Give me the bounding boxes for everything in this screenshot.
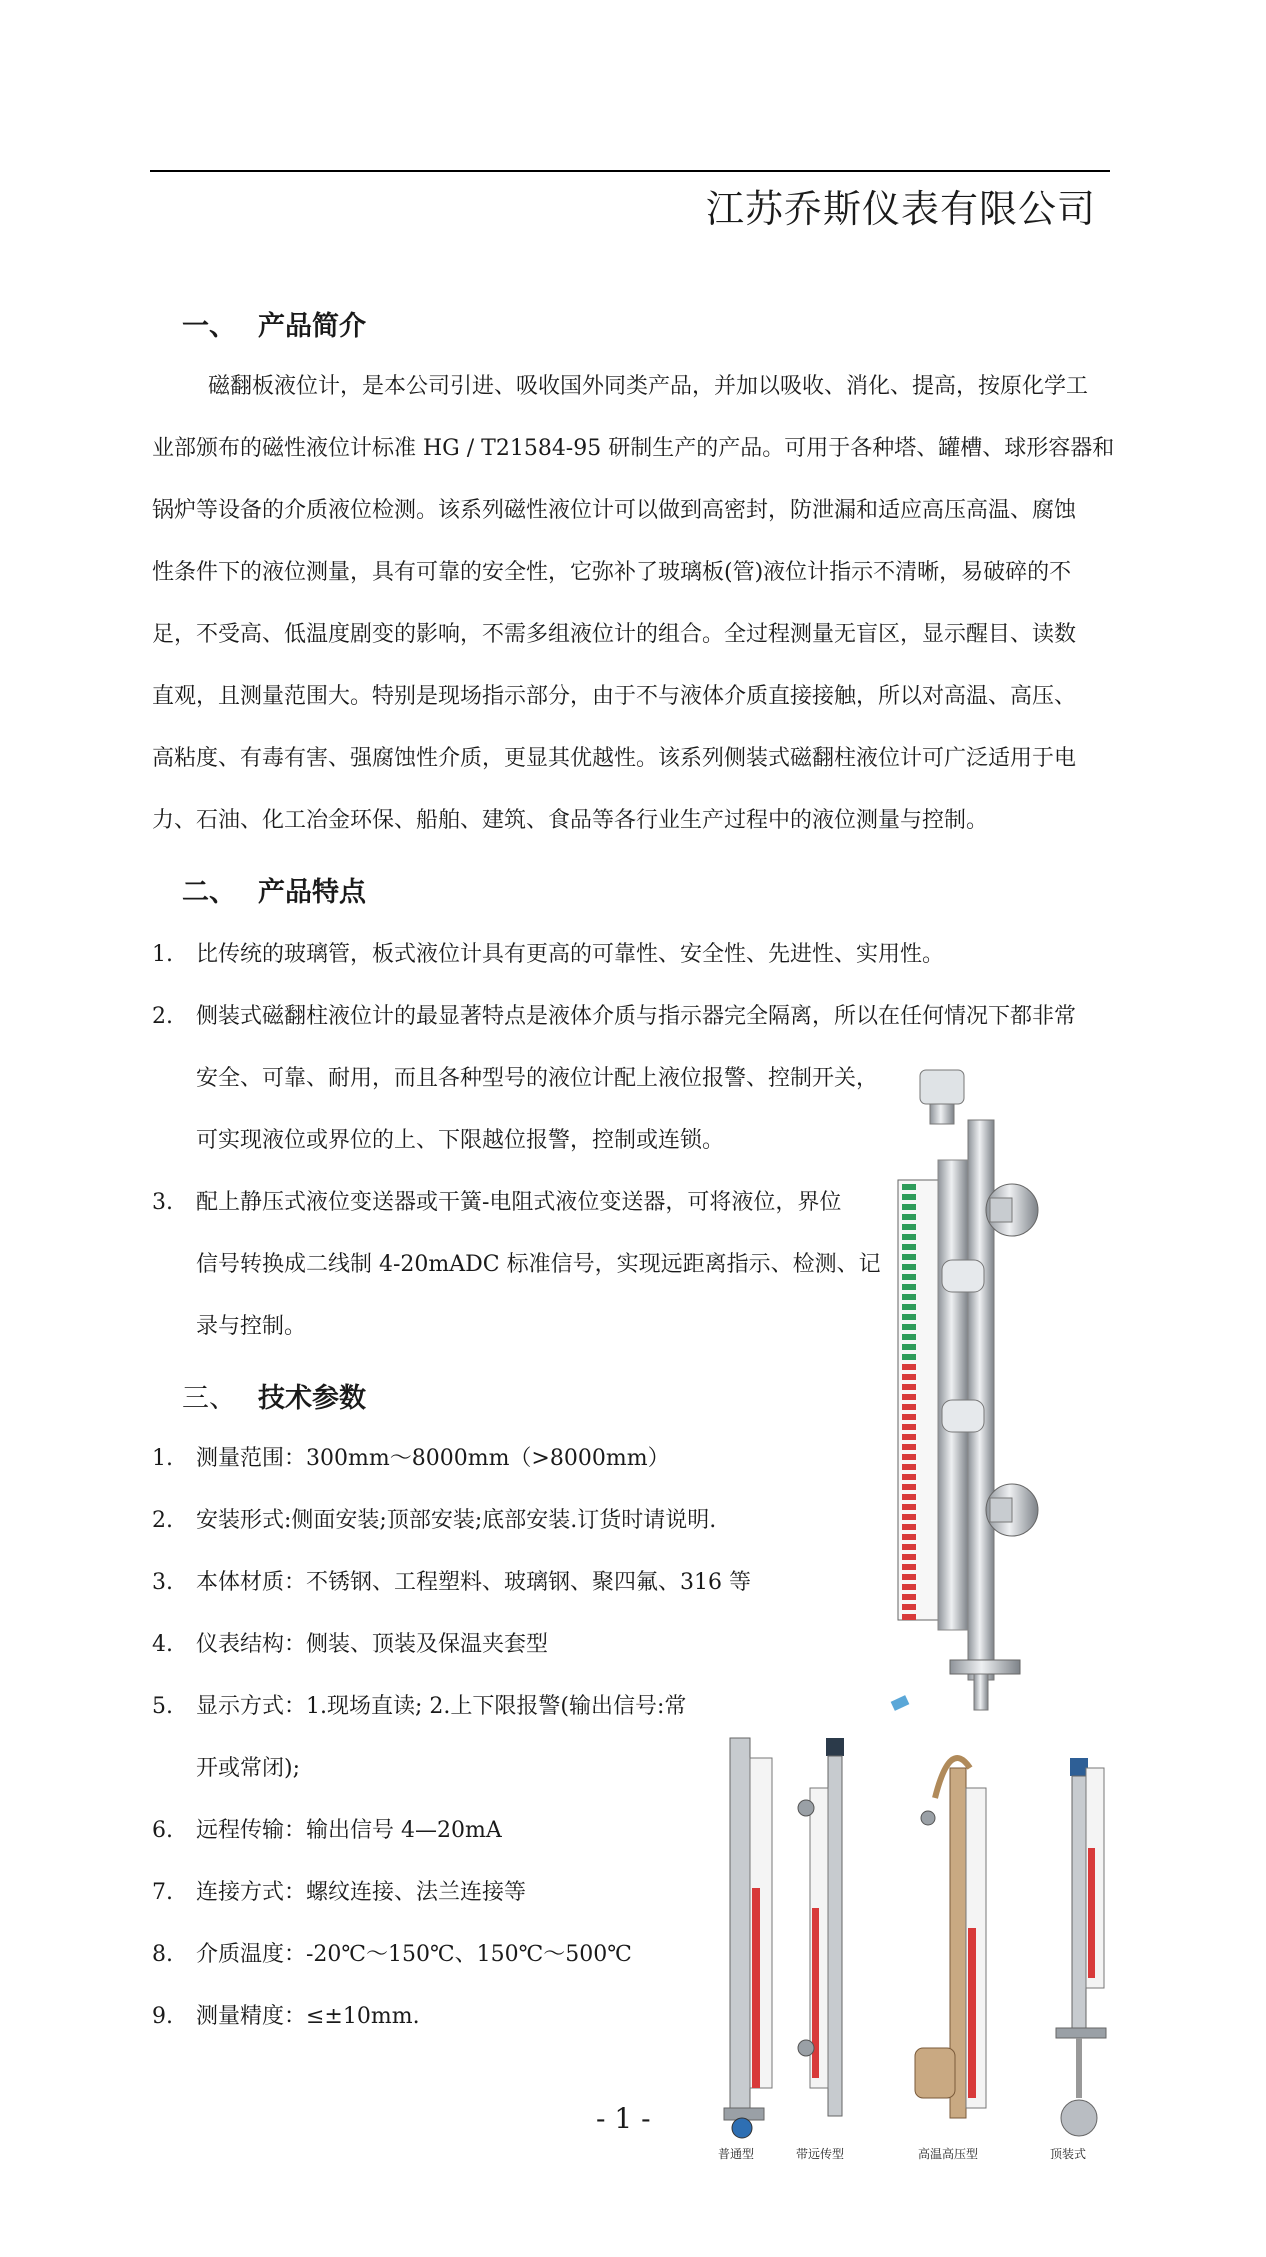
param-text: 本体材质：不锈钢、工程塑料、玻璃钢、聚四氟、316 等	[196, 1570, 751, 1595]
intro-line: 业部颁布的磁性液位计标准 HG / T21584-95 研制生产的产品。可用于各种塔、罐槽、球形容器和	[152, 436, 1115, 461]
scale-flap	[902, 1324, 916, 1330]
param-text: 显示方式：1.现场直读; 2.上下限报警(输出信号:常	[196, 1694, 687, 1719]
company-name: 江苏乔斯仪表有限公司	[705, 187, 1096, 231]
param-number: 2.	[152, 1508, 173, 1533]
variant-label: 顶装式	[1050, 2147, 1087, 2161]
section-number: 三、	[182, 1383, 236, 1414]
feature-text-cont: 录与控制。	[196, 1314, 307, 1339]
param-text-cont: 开或常闭);	[196, 1756, 300, 1781]
section-title-intro	[182, 304, 366, 343]
param-number: 5.	[152, 1694, 173, 1719]
variant-label: 普通型	[718, 2147, 755, 2161]
feature-text: 配上静压式液位变送器或干簧-电阻式液位变送器，可将液位，界位	[196, 1190, 842, 1215]
scale-flap	[902, 1264, 916, 1270]
limit-switch-box	[942, 1400, 984, 1432]
intro-line: 力、石油、化工冶金环保、船舶、建筑、食品等各行业生产过程中的液位测量与控制。	[152, 808, 989, 833]
header-rule	[150, 170, 1110, 172]
feature-text: 比传统的玻璃管，板式液位计具有更高的可靠性、安全性、先进性、实用性。	[196, 942, 945, 967]
scale-flap	[902, 1494, 916, 1500]
scale-flap	[902, 1204, 916, 1210]
scale-flap	[902, 1234, 916, 1240]
scale-flap	[902, 1434, 916, 1440]
scale-flap	[902, 1274, 916, 1280]
feature-number: 2.	[152, 1004, 173, 1029]
remote-transmission-gauge-icon	[798, 1738, 844, 2116]
param-text: 仪表结构：侧装、顶装及保温夹套型	[196, 1632, 549, 1657]
section-title-features	[182, 870, 366, 909]
scale-flap	[902, 1424, 916, 1430]
param-text: 测量范围：300mm～8000mm（>8000mm）	[196, 1446, 670, 1471]
scale-flap	[902, 1374, 916, 1380]
scale-flap	[902, 1294, 916, 1300]
feature-text-cont: 信号转换成二线制 4-20mADC 标准信号，实现远距离指示、检测、记	[196, 1252, 881, 1277]
scale-flap	[902, 1504, 916, 1510]
feature-text-cont: 可实现液位或界位的上、下限越位报警，控制或连锁。	[196, 1128, 725, 1153]
scale-flap	[902, 1194, 916, 1200]
intro-line: 直观，且测量范围大。特别是现场指示部分，由于不与液体介质直接接触，所以对高温、高压、	[152, 684, 1077, 709]
variant-label: 高温高压型	[918, 2147, 979, 2161]
param-text: 安装形式:侧面安装;顶部安装;底部安装.订货时请说明.	[196, 1508, 717, 1533]
intro-line: 足，不受高、低温度剧变的影响，不需多组液位计的组合。全过程测量无盲区，显示醒目、读数	[152, 622, 1077, 647]
section-title-params	[182, 1376, 366, 1415]
scale-flap	[902, 1384, 916, 1390]
section-title-text: 技术参数	[258, 1383, 366, 1414]
scale-flap	[902, 1574, 916, 1580]
scale-flap	[902, 1564, 916, 1570]
param-number: 6.	[152, 1818, 173, 1843]
param-number: 8.	[152, 1942, 173, 1967]
product-variants-illustration	[700, 1728, 1140, 2168]
scale-flap	[902, 1244, 916, 1250]
scale-flap	[902, 1464, 916, 1470]
side-mounted-level-gauge-illustration	[880, 1060, 1050, 1720]
param-number: 3.	[152, 1570, 173, 1595]
section-number: 一、	[182, 311, 236, 342]
scale-flap	[902, 1484, 916, 1490]
intro-line: 磁翻板液位计，是本公司引进、吸收国外同类产品，并加以吸收、消化、提高，按原化学工	[208, 374, 1089, 399]
limit-switch-box	[942, 1260, 984, 1292]
scale-flap	[902, 1524, 916, 1530]
scale-flap	[902, 1364, 916, 1370]
intro-line: 高粘度、有毒有害、强腐蚀性介质，更显其优越性。该系列侧装式磁翻柱液位计可广泛适用于电	[152, 746, 1077, 771]
param-number: 9.	[152, 2004, 173, 2029]
scale-flap	[902, 1514, 916, 1520]
param-text: 介质温度：-20℃～150℃、150℃～500℃	[196, 1942, 632, 1967]
intro-line: 性条件下的液位测量，具有可靠的安全性，它弥补了玻璃板(管)液位计指示不清晰，易破碎的不	[152, 560, 1072, 585]
feature-number: 3.	[152, 1190, 173, 1215]
scale-flap	[902, 1594, 916, 1600]
param-number: 1.	[152, 1446, 173, 1471]
scale-flap	[902, 1184, 916, 1190]
scale-flap	[902, 1334, 916, 1340]
scale-flap	[902, 1254, 916, 1260]
scale-flap	[902, 1404, 916, 1410]
scale-flap	[902, 1554, 916, 1560]
param-number: 7.	[152, 1880, 173, 1905]
scale-flap	[902, 1304, 916, 1310]
scale-flap	[902, 1534, 916, 1540]
standard-gauge-icon	[724, 1738, 772, 2138]
scale-flap	[902, 1394, 916, 1400]
top-mounted-gauge-icon	[1056, 1758, 1106, 2136]
section-title-text: 产品简介	[258, 311, 366, 342]
transmitter-head	[920, 1070, 964, 1104]
scale-flap	[902, 1584, 916, 1590]
scale-flap	[902, 1314, 916, 1320]
scale-flap	[902, 1344, 916, 1350]
scale-flap	[902, 1444, 916, 1450]
scale-flap	[902, 1474, 916, 1480]
bottom-flange	[950, 1660, 1020, 1674]
high-temp-high-pressure-gauge-icon	[915, 1758, 986, 2118]
variant-label: 带远传型	[796, 2147, 845, 2161]
param-text: 远程传输：输出信号 4—20mA	[196, 1818, 502, 1843]
scale-flap	[902, 1414, 916, 1420]
scale-flap	[902, 1224, 916, 1230]
param-text: 测量精度：≤±10mm.	[196, 2004, 420, 2029]
scale-flap	[902, 1284, 916, 1290]
scale-flap	[902, 1614, 916, 1620]
feature-number: 1.	[152, 942, 173, 967]
scale-flap	[902, 1544, 916, 1550]
scale-flap	[902, 1214, 916, 1220]
intro-line: 锅炉等设备的介质液位检测。该系列磁性液位计可以做到高密封，防泄漏和适应高压高温、腐蚀	[152, 498, 1077, 523]
page-number: - 1 -	[596, 2102, 651, 2135]
section-number: 二、	[182, 877, 236, 908]
scale-flap	[902, 1454, 916, 1460]
param-text: 连接方式：螺纹连接、法兰连接等	[196, 1880, 527, 1905]
feature-text-cont: 安全、可靠、耐用，而且各种型号的液位计配上液位报警、控制开关，	[196, 1066, 879, 1091]
scale-flap	[902, 1604, 916, 1610]
scale-flap	[902, 1354, 916, 1360]
param-number: 4.	[152, 1632, 173, 1657]
section-title-text: 产品特点	[258, 877, 366, 908]
feature-text: 侧装式磁翻柱液位计的最显著特点是液体介质与指示器完全隔离，所以在任何情况下都非常	[196, 1004, 1077, 1029]
